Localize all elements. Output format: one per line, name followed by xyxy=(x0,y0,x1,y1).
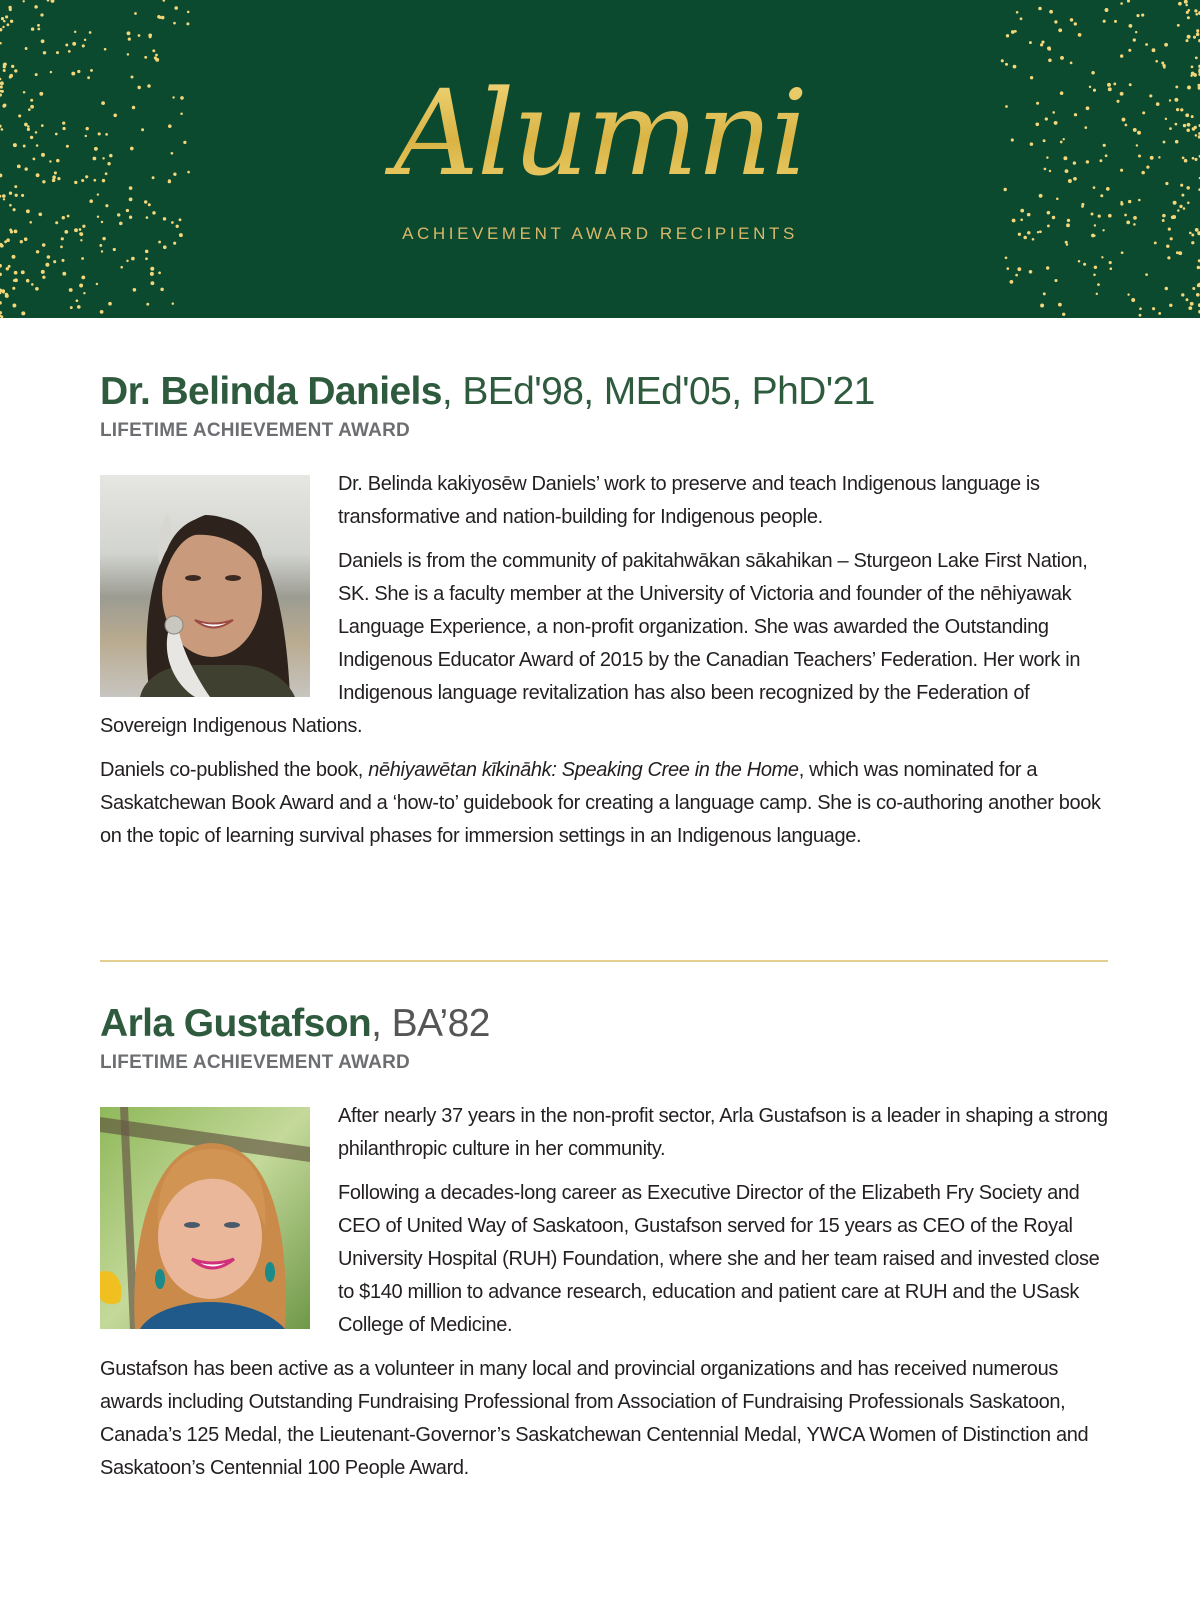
confetti-dot xyxy=(36,250,39,253)
confetti-dot xyxy=(2,26,4,28)
section-divider xyxy=(100,960,1108,962)
confetti-dot xyxy=(150,272,154,276)
recipient-name-line xyxy=(100,1000,1110,1048)
confetti-dot xyxy=(1158,312,1161,315)
confetti-dot xyxy=(163,217,166,220)
confetti-dot xyxy=(1006,34,1009,37)
confetti-dot xyxy=(1139,314,1142,317)
confetti-dot xyxy=(21,270,25,274)
confetti-dot xyxy=(0,28,2,31)
confetti-dot xyxy=(62,272,66,276)
confetti-dot xyxy=(1178,2,1182,6)
confetti-dot xyxy=(150,281,154,285)
confetti-dot xyxy=(1152,307,1155,310)
confetti-dot xyxy=(67,215,70,218)
confetti-dot xyxy=(72,42,76,46)
confetti-dot xyxy=(69,288,73,292)
bio-paragraph: After nearly 37 years in the non-profit sector, Arla Gustafson is a leader in shaping a strong philanthropic culture in her community. xyxy=(338,1105,1108,1160)
confetti-dot xyxy=(1096,293,1098,295)
confetti-dot xyxy=(1040,304,1044,308)
recipient-name: Dr. Belinda Daniels xyxy=(100,370,442,413)
bio-paragraph: Following a decades-long career as Executive Director of the Elizabeth Fry Society and CEO of United Way of Saskatoon, Gustafson served for 15 years as CEO of the Royal University Hospital (RUH) Foundation, where she and her team raised and invested close to $140 million to advance research, education and patient care at RUH and the USask College of Medicine. xyxy=(338,1182,1100,1336)
confetti-dot xyxy=(12,255,16,259)
confetti-dot xyxy=(45,263,49,267)
confetti-dot xyxy=(1038,7,1042,11)
confetti-dot xyxy=(1093,274,1096,277)
confetti-dot xyxy=(1120,2,1123,5)
confetti-dot xyxy=(37,28,40,31)
confetti-dot xyxy=(108,302,112,306)
confetti-dot xyxy=(1128,49,1131,52)
confetti-dot xyxy=(41,39,45,43)
confetti-dot xyxy=(6,23,9,26)
confetti-dot xyxy=(12,287,15,290)
confetti-dot xyxy=(1127,293,1129,295)
confetti-dot xyxy=(0,301,2,304)
confetti-dot xyxy=(1196,293,1200,297)
confetti-dot xyxy=(1012,219,1016,223)
confetti-dot xyxy=(1097,283,1100,286)
confetti-dot xyxy=(1145,273,1148,276)
confetti-dot xyxy=(1139,307,1142,310)
confetti-dot xyxy=(1124,214,1127,217)
confetti-dot xyxy=(186,22,189,25)
portrait-photo xyxy=(100,475,310,697)
confetti-dot xyxy=(1011,30,1015,34)
confetti-dot xyxy=(47,0,50,2)
confetti-dot xyxy=(65,44,68,47)
confetti-dot xyxy=(1178,251,1182,255)
confetti-dot xyxy=(60,246,63,249)
confetti-dot xyxy=(81,257,84,260)
confetti-dot xyxy=(77,305,81,309)
confetti-dot xyxy=(1049,10,1053,14)
confetti-dot xyxy=(1041,41,1044,44)
confetti-dot xyxy=(1193,36,1196,39)
confetti-dot xyxy=(1046,266,1049,269)
confetti-dot xyxy=(187,11,190,14)
confetti-dot xyxy=(1190,302,1194,306)
recipient-section xyxy=(100,1000,1110,1496)
confetti-dot xyxy=(128,37,131,40)
confetti-dot xyxy=(163,245,167,249)
confetti-dot xyxy=(0,273,2,276)
confetti-dot xyxy=(1005,256,1008,259)
confetti-dot xyxy=(1196,29,1199,32)
confetti-dot xyxy=(1172,215,1176,219)
confetti-dot xyxy=(26,209,30,213)
confetti-dot xyxy=(1145,43,1148,46)
confetti-dot xyxy=(1,289,5,293)
confetti-dot xyxy=(1,17,4,20)
confetti-dot xyxy=(113,248,116,251)
confetti-dot xyxy=(1108,214,1112,218)
confetti-dot xyxy=(0,264,2,268)
bio-text: Daniels co-published the book, xyxy=(100,759,369,781)
confetti-dot xyxy=(37,24,40,27)
confetti-dot xyxy=(134,12,137,15)
alumni-logo-word: Alumni xyxy=(0,58,1200,208)
confetti-dot xyxy=(1058,303,1062,307)
confetti-dot xyxy=(31,27,34,30)
confetti-dot xyxy=(47,255,51,259)
confetti-dot xyxy=(152,49,155,52)
confetti-dot xyxy=(1098,214,1101,217)
confetti-dot xyxy=(1195,13,1198,16)
bio-paragraph: Dr. Belinda kakiyosēw Daniels’ work to preserve and teach Indigenous language is transformative and nation-building for Indigenous people. xyxy=(338,473,1040,528)
confetti-dot xyxy=(1164,43,1168,47)
confetti-dot xyxy=(131,257,135,261)
recipient-degrees: , BA’82 xyxy=(371,1002,490,1045)
confetti-dot xyxy=(145,257,148,260)
confetti-dot xyxy=(1074,22,1077,25)
confetti-dot xyxy=(76,299,79,302)
confetti-dot xyxy=(1177,209,1180,212)
confetti-dot xyxy=(26,279,30,283)
confetti-dot xyxy=(179,218,182,221)
bio-paragraph xyxy=(100,754,1110,853)
confetti-dot xyxy=(126,260,128,262)
confetti-dot xyxy=(1020,218,1023,221)
confetti-dot xyxy=(1070,18,1074,22)
bio-paragraph: Gustafson has been active as a volunteer in many local and provincial organizations and has received numerous awards including Outstanding Fundraising Professional from Association of Fundraising Professionals Saskatoon, Canada’s 125 Medal, the Lieutenant-Governor’s Saskatchewan Centennial Medal, YWCA Women of Distinction and Saskatoon’s Centennial 100 People Award. xyxy=(100,1358,1089,1479)
confetti-dot xyxy=(34,5,38,8)
book-title: nēhiyawētan kīkināhk: Speaking Cree in the Home xyxy=(368,759,799,781)
award-category: LIFETIME ACHIEVEMENT AWARD xyxy=(100,420,410,441)
confetti-dot xyxy=(62,216,65,219)
confetti-dot xyxy=(1091,213,1094,216)
confetti-dot xyxy=(1015,274,1018,277)
confetti-dot xyxy=(1192,287,1195,290)
confetti-dot xyxy=(1105,8,1109,12)
confetti-dot xyxy=(0,311,2,314)
confetti-dot xyxy=(101,250,103,252)
confetti-dot xyxy=(1121,251,1124,254)
confetti-dot xyxy=(138,34,141,37)
confetti-dot xyxy=(84,39,86,41)
confetti-dot xyxy=(35,287,39,291)
confetti-dot xyxy=(53,260,56,263)
confetti-dot xyxy=(1020,17,1023,20)
confetti-dot xyxy=(3,20,6,23)
confetti-dot xyxy=(1054,20,1057,23)
confetti-dot xyxy=(74,31,76,33)
confetti-dot xyxy=(1129,24,1133,28)
confetti-dot xyxy=(42,276,45,279)
bio-text: , which was nominated for a Saskatchewan Book Award and a ‘how-to’ guidebook for creating a language camp. She is co-authoring another book on the topic of learning survival phases for immersion settings in an Indigenous language. xyxy=(100,759,1101,847)
confetti-dot xyxy=(145,250,149,254)
confetti-dot xyxy=(14,278,18,282)
confetti-dot xyxy=(89,31,92,34)
confetti-dot xyxy=(1169,304,1172,307)
confetti-dot xyxy=(82,44,85,47)
confetti-dot xyxy=(1043,292,1046,295)
confetti-dot xyxy=(8,265,11,268)
confetti-dot xyxy=(51,0,55,3)
confetti-dot xyxy=(1162,219,1165,222)
confetti-dot xyxy=(1166,244,1169,247)
confetti-dot xyxy=(1078,260,1081,263)
confetti-dot xyxy=(173,22,176,25)
confetti-dot xyxy=(1196,33,1200,37)
confetti-dot xyxy=(120,266,123,269)
confetti-dot xyxy=(25,47,28,50)
confetti-dot xyxy=(1186,298,1189,301)
confetti-dot xyxy=(31,283,34,286)
confetti-dot xyxy=(83,292,85,294)
confetti-dot xyxy=(146,216,149,219)
confetti-dot xyxy=(149,35,152,38)
confetti-dot xyxy=(1052,216,1055,219)
bio-paragraph: Daniels is from the community of pakitahwākan sākahikan – Sturgeon Lake First Nation, SK. She is a faculty member at the University of Victoria and founder of the nēhiyawak Language Experience, a non-profit organization. She was awarded the Outstanding Indigenous Educator Award of 2015 by the Canadian Teachers’ Federation. Her work in Indigenous language revitalization has also been recognized by the Federation of Sovereign Indigenous Nations. xyxy=(100,550,1088,737)
confetti-dot xyxy=(174,6,178,10)
confetti-dot xyxy=(1186,39,1189,42)
confetti-dot xyxy=(1186,11,1189,14)
confetti-dot xyxy=(1029,41,1032,44)
confetti-dot xyxy=(1177,24,1180,27)
confetti-dot xyxy=(161,16,165,20)
confetti-dot xyxy=(1133,216,1137,220)
confetti-dot xyxy=(1020,209,1024,213)
confetti-dot xyxy=(43,51,46,54)
confetti-dot xyxy=(1167,256,1170,259)
confetti-dot xyxy=(68,50,71,53)
confetti-dot xyxy=(1101,256,1103,258)
confetti-dot xyxy=(70,306,73,309)
confetti-dot xyxy=(40,13,43,16)
confetti-dot xyxy=(10,20,13,23)
confetti-dot xyxy=(1054,279,1057,282)
confetti-dot xyxy=(127,31,131,35)
recipient-name-line xyxy=(100,368,1110,416)
confetti-dot xyxy=(1078,33,1082,37)
confetti-dot xyxy=(81,275,85,279)
confetti-dot xyxy=(133,288,137,292)
confetti-dot xyxy=(13,208,16,211)
confetti-dot xyxy=(1131,298,1135,302)
banner-subtitle: ACHIEVEMENT AWARD RECIPIENTS xyxy=(402,224,798,243)
confetti-dot xyxy=(1184,0,1188,4)
confetti-dot xyxy=(101,221,103,223)
confetti-dot xyxy=(1162,214,1166,218)
confetti-dot xyxy=(158,272,161,275)
confetti-dot xyxy=(1152,48,1156,52)
confetti-dot xyxy=(1029,270,1033,274)
confetti-dot xyxy=(155,54,158,57)
confetti-dot xyxy=(104,48,107,51)
confetti-dot xyxy=(1141,14,1144,17)
confetti-dot xyxy=(1127,0,1130,3)
confetti-dot xyxy=(1058,28,1062,32)
confetti-dot xyxy=(1181,293,1184,296)
recipient-degrees: , BEd'98, MEd'05, PhD'21 xyxy=(441,370,875,413)
recipient-name: Arla Gustafson xyxy=(100,1002,372,1045)
confetti-dot xyxy=(1062,313,1065,316)
confetti-dot xyxy=(157,15,161,19)
confetti-dot xyxy=(129,216,132,219)
confetti-dot xyxy=(1165,287,1168,290)
confetti-dot xyxy=(1133,38,1136,41)
confetti-dot xyxy=(1187,35,1191,39)
confetti-dot xyxy=(117,213,120,216)
confetti-dot xyxy=(79,284,83,288)
confetti-dot xyxy=(56,51,59,54)
confetti-dot xyxy=(21,311,25,315)
confetti-dot xyxy=(1006,267,1009,270)
confetti-dot xyxy=(1010,280,1014,284)
confetti-dot xyxy=(12,304,16,308)
confetti-dot xyxy=(152,211,156,215)
confetti-dot xyxy=(127,53,129,56)
confetti-dot xyxy=(97,216,99,218)
confetti-dot xyxy=(61,259,64,262)
confetti-dot xyxy=(1187,16,1190,19)
confetti-dot xyxy=(100,310,104,314)
confetti-dot xyxy=(1040,43,1043,46)
confetti-dot xyxy=(150,267,154,271)
confetti-dot xyxy=(162,0,165,2)
confetti-dot xyxy=(172,302,175,305)
confetti-dot xyxy=(8,6,11,9)
confetti-dot xyxy=(1136,14,1139,17)
confetti-dot xyxy=(5,294,9,298)
confetti-dot xyxy=(1103,20,1106,23)
confetti-dot xyxy=(1083,263,1086,266)
award-category: LIFETIME ACHIEVEMENT AWARD xyxy=(100,1052,410,1073)
confetti-dot xyxy=(23,0,25,2)
confetti-dot xyxy=(160,288,163,291)
confetti-dot xyxy=(41,270,45,274)
confetti-dot xyxy=(1188,306,1192,310)
confetti-dot xyxy=(1094,266,1097,269)
confetti-dot xyxy=(1017,267,1021,271)
confetti-dot xyxy=(1016,11,1019,14)
confetti-dot xyxy=(96,283,98,285)
confetti-dot xyxy=(1185,4,1188,7)
recipient-bio xyxy=(100,468,1110,853)
confetti-dot xyxy=(1109,261,1112,264)
confetti-dot xyxy=(126,209,129,212)
recipient-bio xyxy=(100,1100,1110,1485)
confetti-dot xyxy=(1067,219,1070,222)
confetti-dot xyxy=(1114,20,1117,23)
confetti-dot xyxy=(14,271,18,275)
confetti-dot xyxy=(99,244,102,247)
confetti-dot xyxy=(1048,48,1051,51)
confetti-dot xyxy=(0,42,2,45)
confetti-dot xyxy=(5,15,8,18)
confetti-dot xyxy=(38,212,42,216)
confetti-dot xyxy=(146,303,149,306)
portrait-photo xyxy=(100,1107,310,1329)
header-banner xyxy=(0,0,1200,318)
confetti-dot xyxy=(1027,213,1031,217)
confetti-dot xyxy=(1194,9,1197,12)
recipient-section xyxy=(100,368,1110,864)
confetti-dot xyxy=(1109,267,1112,270)
confetti-dot xyxy=(1047,211,1051,215)
confetti-dot xyxy=(1135,31,1137,33)
